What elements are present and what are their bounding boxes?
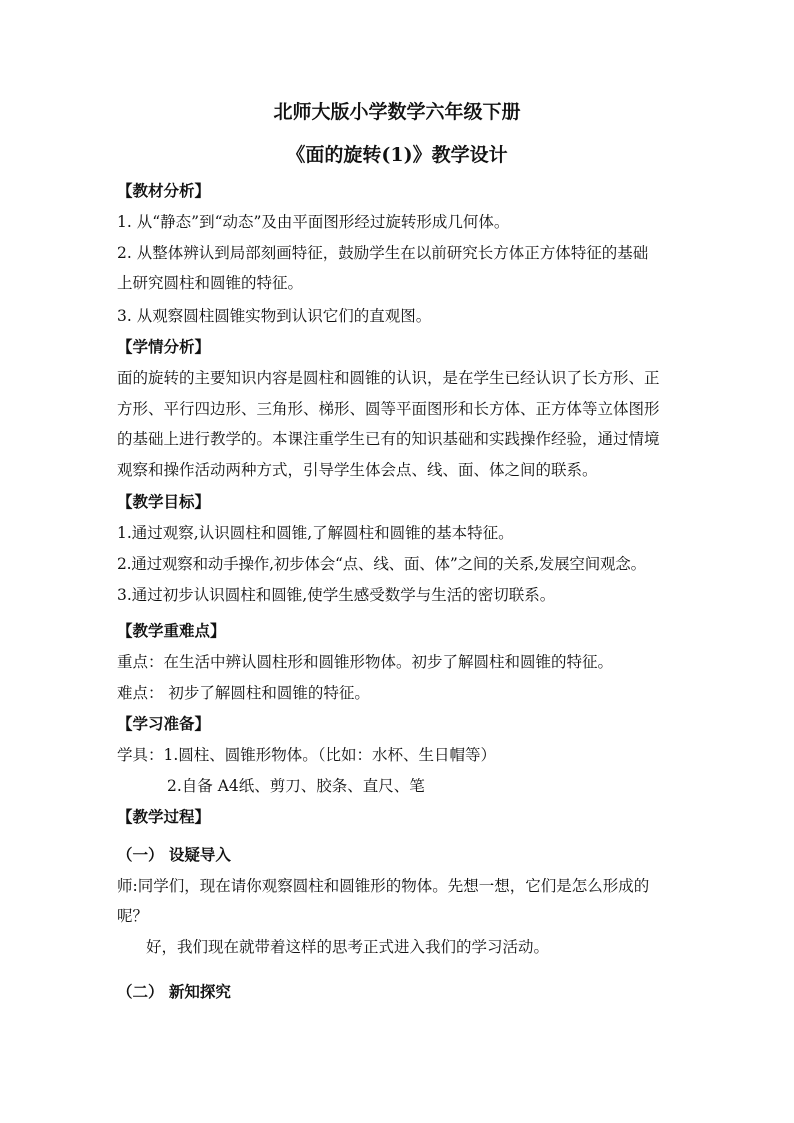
students-paragraph-line-2: 方形、平行四边形、三角形、梯形、圆等平面图形和长方体、正方体等立体图形 [117, 400, 660, 418]
preparation-item-2: 2.自备 A4纸、剪刀、胶条、直尺、笔 [167, 777, 425, 795]
section-heading-preparation: 【学习准备】 [117, 714, 211, 733]
document-title-line-1: 北师大版小学数学六年级下册 [273, 101, 521, 123]
section-heading-goals: 【教学目标】 [117, 492, 211, 511]
process-section-1-line-2: 呢？ [117, 907, 149, 925]
key-point-difficulty: 难点： 初步了解圆柱和圆锥的特征。 [117, 684, 370, 702]
goals-item-3: 3.通过初步认识圆柱和圆锥,使学生感受数学与生活的密切联系。 [117, 586, 556, 604]
section-heading-students: 【学情分析】 [117, 337, 211, 356]
goals-item-2: 2.通过观察和动手操作,初步体会“点、线、面、体”之间的关系,发展空间观念。 [117, 555, 646, 573]
process-section-1-line-1: 师:同学们，现在请你观察圆柱和圆锥形的物体。先想一想，它们是怎么形成的 [117, 877, 650, 895]
section-heading-materials: 【教材分析】 [117, 181, 211, 200]
key-point-focus: 重点：在生活中辨认圆柱形和圆锥形物体。初步了解圆柱和圆锥的特征。 [117, 653, 614, 671]
students-paragraph-line-4: 观察和操作活动两种方式，引导学生体会点、线、面、体之间的联系。 [117, 461, 598, 479]
goals-item-1: 1.通过观察,认识圆柱和圆锥,了解圆柱和圆锥的基本特征。 [117, 524, 514, 542]
preparation-item-1: 学具：1.圆柱、圆锥形物体。（比如：水杯、生日帽等） [117, 746, 497, 764]
process-section-2-title: （二） 新知探究 [117, 982, 231, 1001]
section-heading-key-points: 【教学重难点】 [117, 621, 226, 640]
process-section-1-title: （一） 设疑导入 [117, 845, 231, 864]
materials-item-2-line-1: 2. 从整体辨认到局部刻画特征，鼓励学生在以前研究长方体正方体特征的基础 [117, 244, 649, 262]
materials-item-3: 3. 从观察圆柱圆锥实物到认识它们的直观图。 [117, 307, 432, 325]
materials-item-2-line-2: 上研究圆柱和圆锥的特征。 [117, 274, 304, 292]
students-paragraph-line-1: 面的旋转的主要知识内容是圆柱和圆锥的认识，是在学生已经认识了长方形、正 [117, 369, 660, 387]
section-heading-process: 【教学过程】 [117, 807, 211, 826]
materials-item-1: 1. 从“静态”到“动态”及由平面图形经过旋转形成几何体。 [117, 213, 510, 231]
process-section-1-line-3: 好，我们现在就带着这样的思考正式进入我们的学习活动。 [146, 938, 550, 956]
students-paragraph-line-3: 的基础上进行教学的。本课注重学生已有的知识基础和实践操作经验，通过情境 [117, 430, 660, 448]
document-title-line-2: 《面的旋转(1)》教学设计 [286, 144, 508, 166]
